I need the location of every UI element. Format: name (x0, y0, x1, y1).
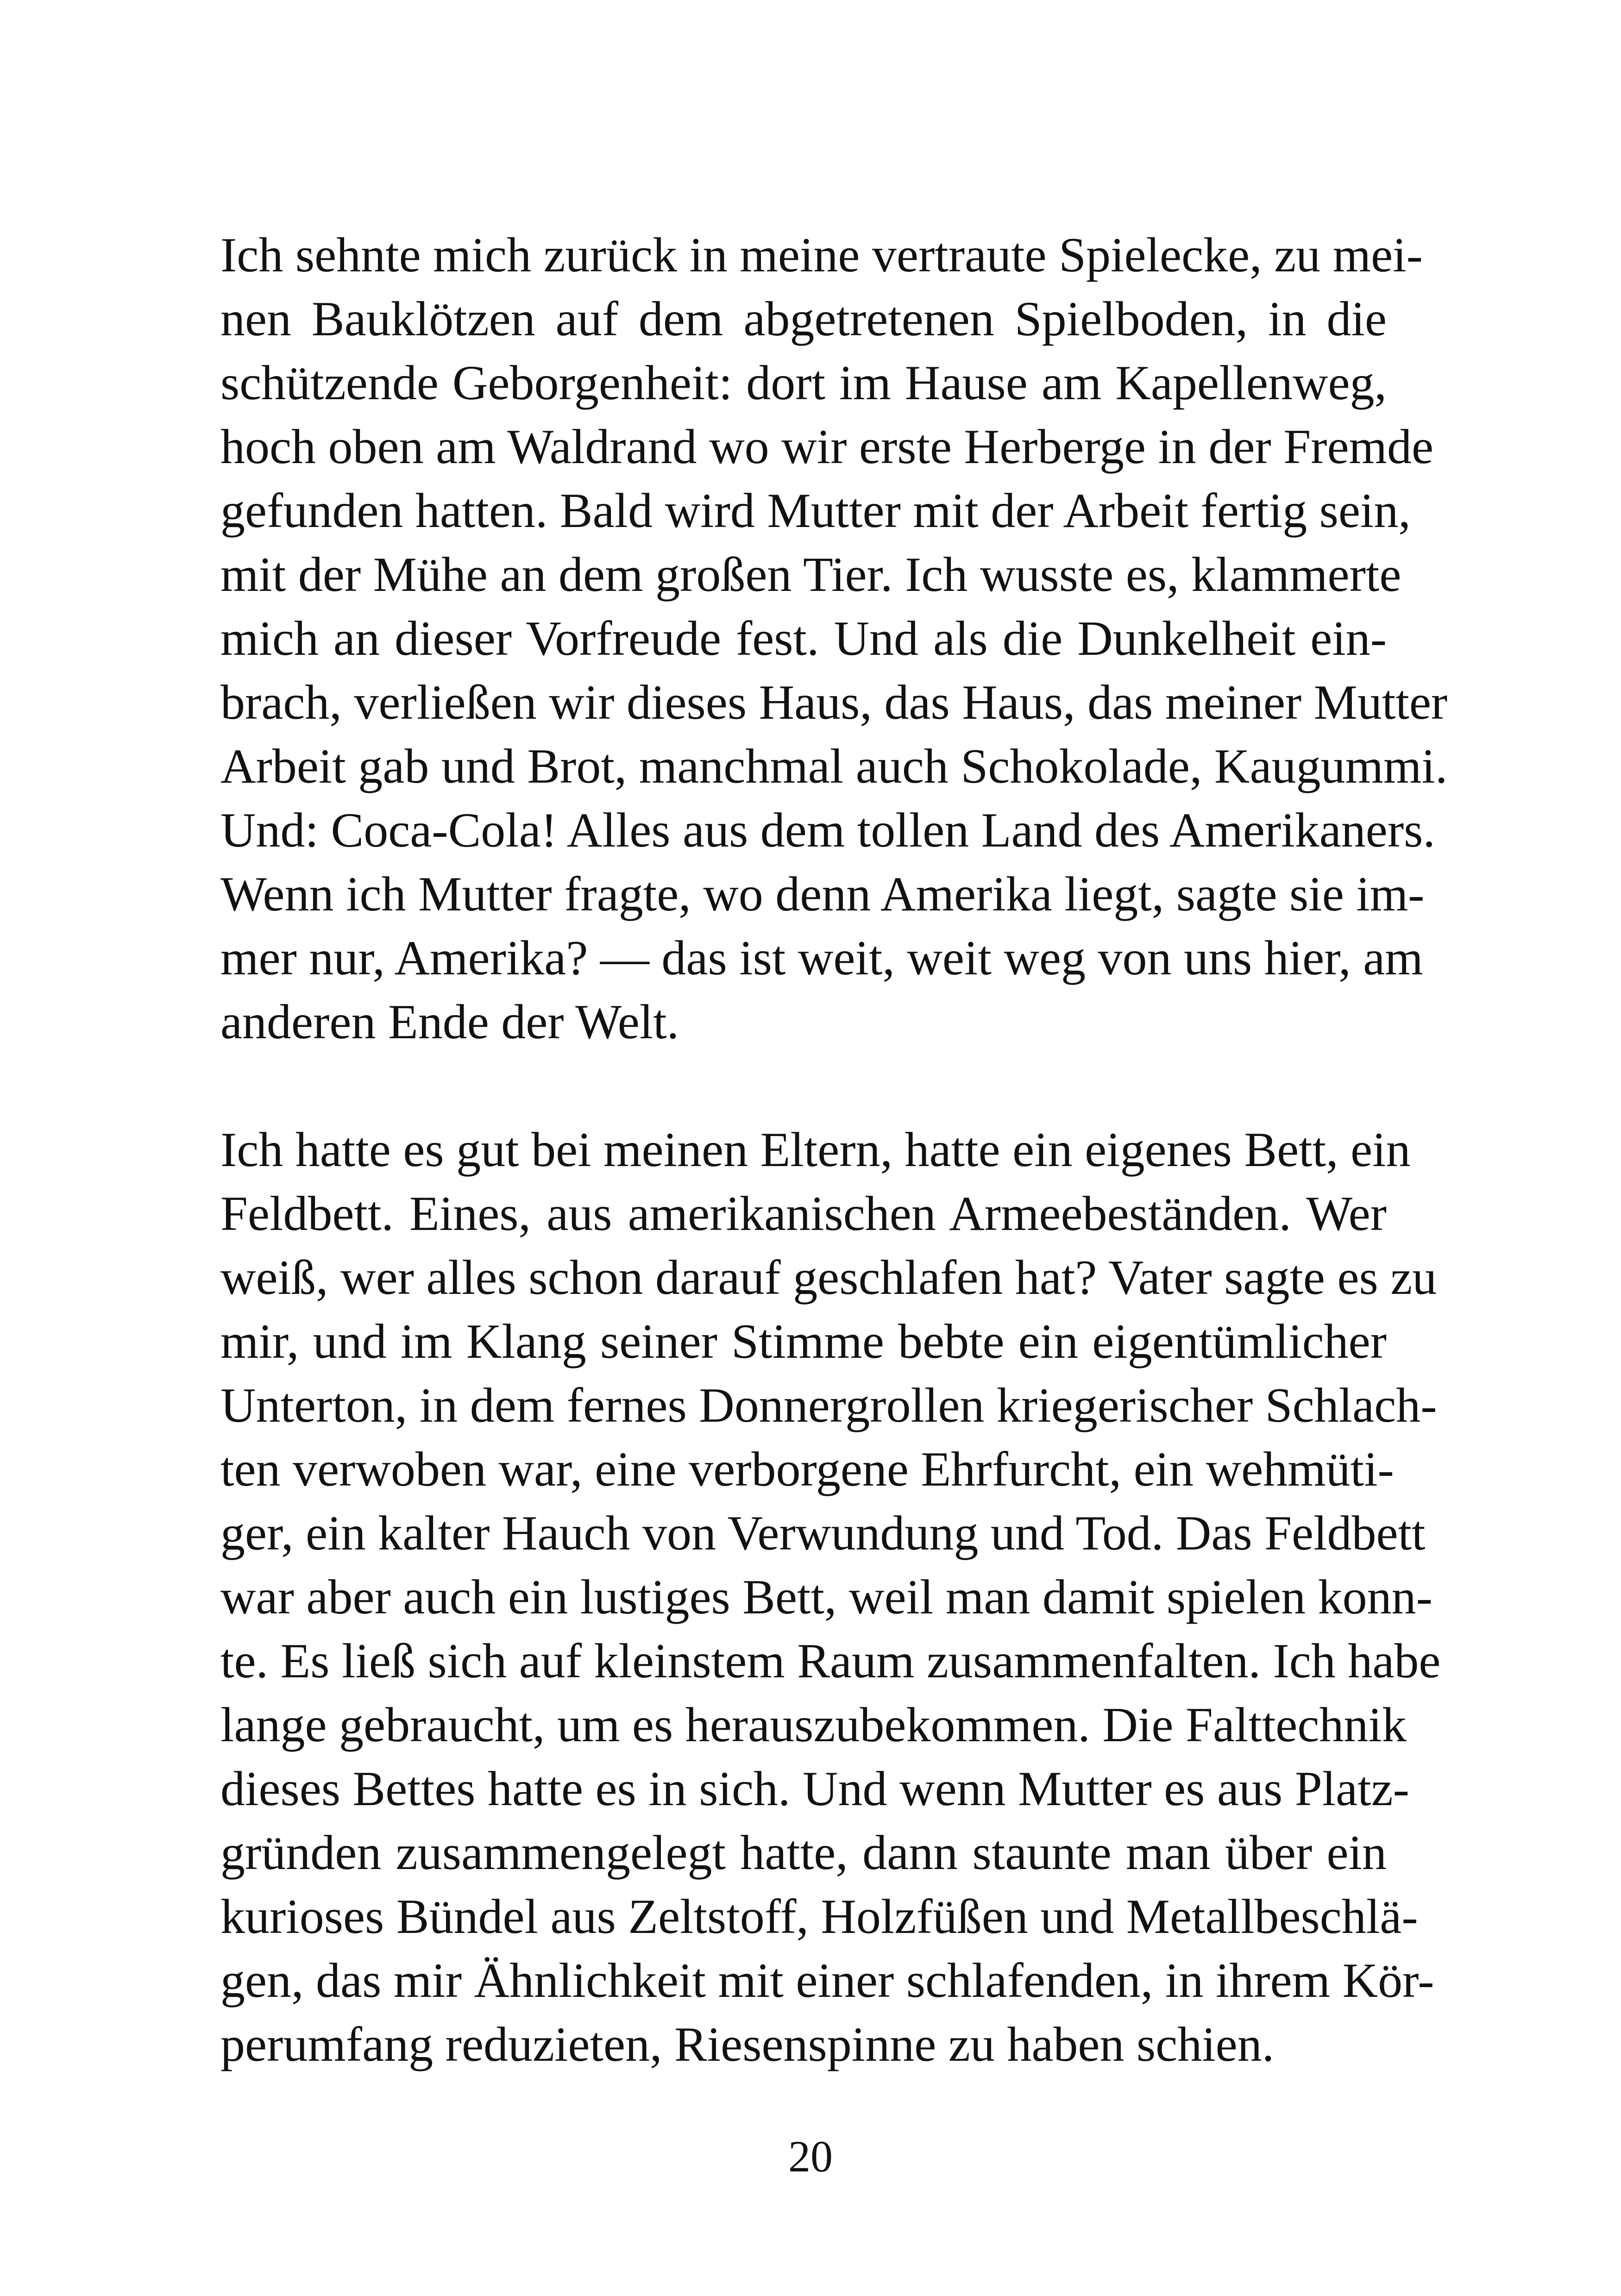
text-line: mir, und im Klang seiner Stimme bebte ein eigentümlicher (220, 1314, 1387, 1368)
text-line: gefunden hatten. Bald wird Mutter mit der Arbeit fertig sein, (220, 483, 1411, 538)
text-line: Unterton, in dem fernes Donnergrollen kriegerischer Schlach- (220, 1378, 1437, 1432)
text-line: Wenn ich Mutter fragte, wo denn Amerika liegt, sagte sie im- (220, 867, 1425, 921)
text-line: kurioses Bündel aus Zeltstoff, Holzfüßen und Metallbeschlä- (220, 1889, 1418, 1944)
text-line: nen Bauklötzen auf dem abgetretenen Spielboden, in die (220, 292, 1387, 346)
text-line: Feldbett. Eines, aus amerikanischen Armeebeständen. Wer (220, 1186, 1387, 1241)
text-line: te. Es ließ sich auf kleinstem Raum zusammenfalten. Ich habe (220, 1634, 1441, 1688)
text-line: schützende Geborgenheit: dort im Hause am Kapellenweg, (220, 356, 1387, 410)
text-line: mer nur, Amerika? — das ist weit, weit weg von uns hier, am (220, 931, 1423, 985)
text-line: dieses Bettes hatte es in sich. Und wenn Mutter es aus Platz- (220, 1762, 1409, 1816)
text-line: gründen zusammengelegt hatte, dann staunte man über ein (220, 1826, 1387, 1880)
text-line: Und: Coca-Cola! Alles aus dem tollen Land des Amerikaners. (220, 803, 1435, 857)
paragraph-1 (220, 223, 1448, 1054)
text-line: brach, verließen wir dieses Haus, das Haus, das meiner Mutter (220, 675, 1448, 729)
text-line: ten verwoben war, eine verborgene Ehrfurcht, ein wehmüti- (220, 1442, 1394, 1496)
text-line: weiß, wer alles schon darauf geschlafen hat? Vater sagte es zu (220, 1250, 1437, 1305)
text-line: Ich hatte es gut bei meinen Eltern, hatte ein eigenes Bett, ein (220, 1123, 1411, 1177)
text-line: mit der Mühe an dem großen Tier. Ich wusste es, klammerte (220, 547, 1401, 602)
paragraph-2 (220, 1118, 1441, 2076)
text-line: gen, das mir Ähnlichkeit mit einer schlafenden, in ihrem Kör- (220, 1953, 1434, 2007)
text-line: Arbeit gab und Brot, manchmal auch Schokolade, Kaugummi. (220, 739, 1448, 793)
text-line: hoch oben am Waldrand wo wir erste Herberge in der Fremde (220, 420, 1433, 474)
text-line: Ich sehnte mich zurück in meine vertraute Spielecke, zu mei- (220, 228, 1423, 282)
text-line: anderen Ende der Welt. (220, 995, 679, 1049)
page-number: 20 (788, 2132, 833, 2181)
text-line: lange gebraucht, um es herauszubekommen. Die Falttechnik (220, 1698, 1407, 1752)
text-line: war aber auch ein lustiges Bett, weil man damit spielen konn- (220, 1570, 1433, 1624)
text-line: ger, ein kalter Hauch von Verwundung und Tod. Das Feldbett (220, 1506, 1426, 1560)
text-line: mich an dieser Vorfreude fest. Und als die Dunkelheit ein- (220, 611, 1387, 665)
text-line: perumfang reduzieten, Riesenspinne zu haben schien. (220, 2017, 1275, 2071)
